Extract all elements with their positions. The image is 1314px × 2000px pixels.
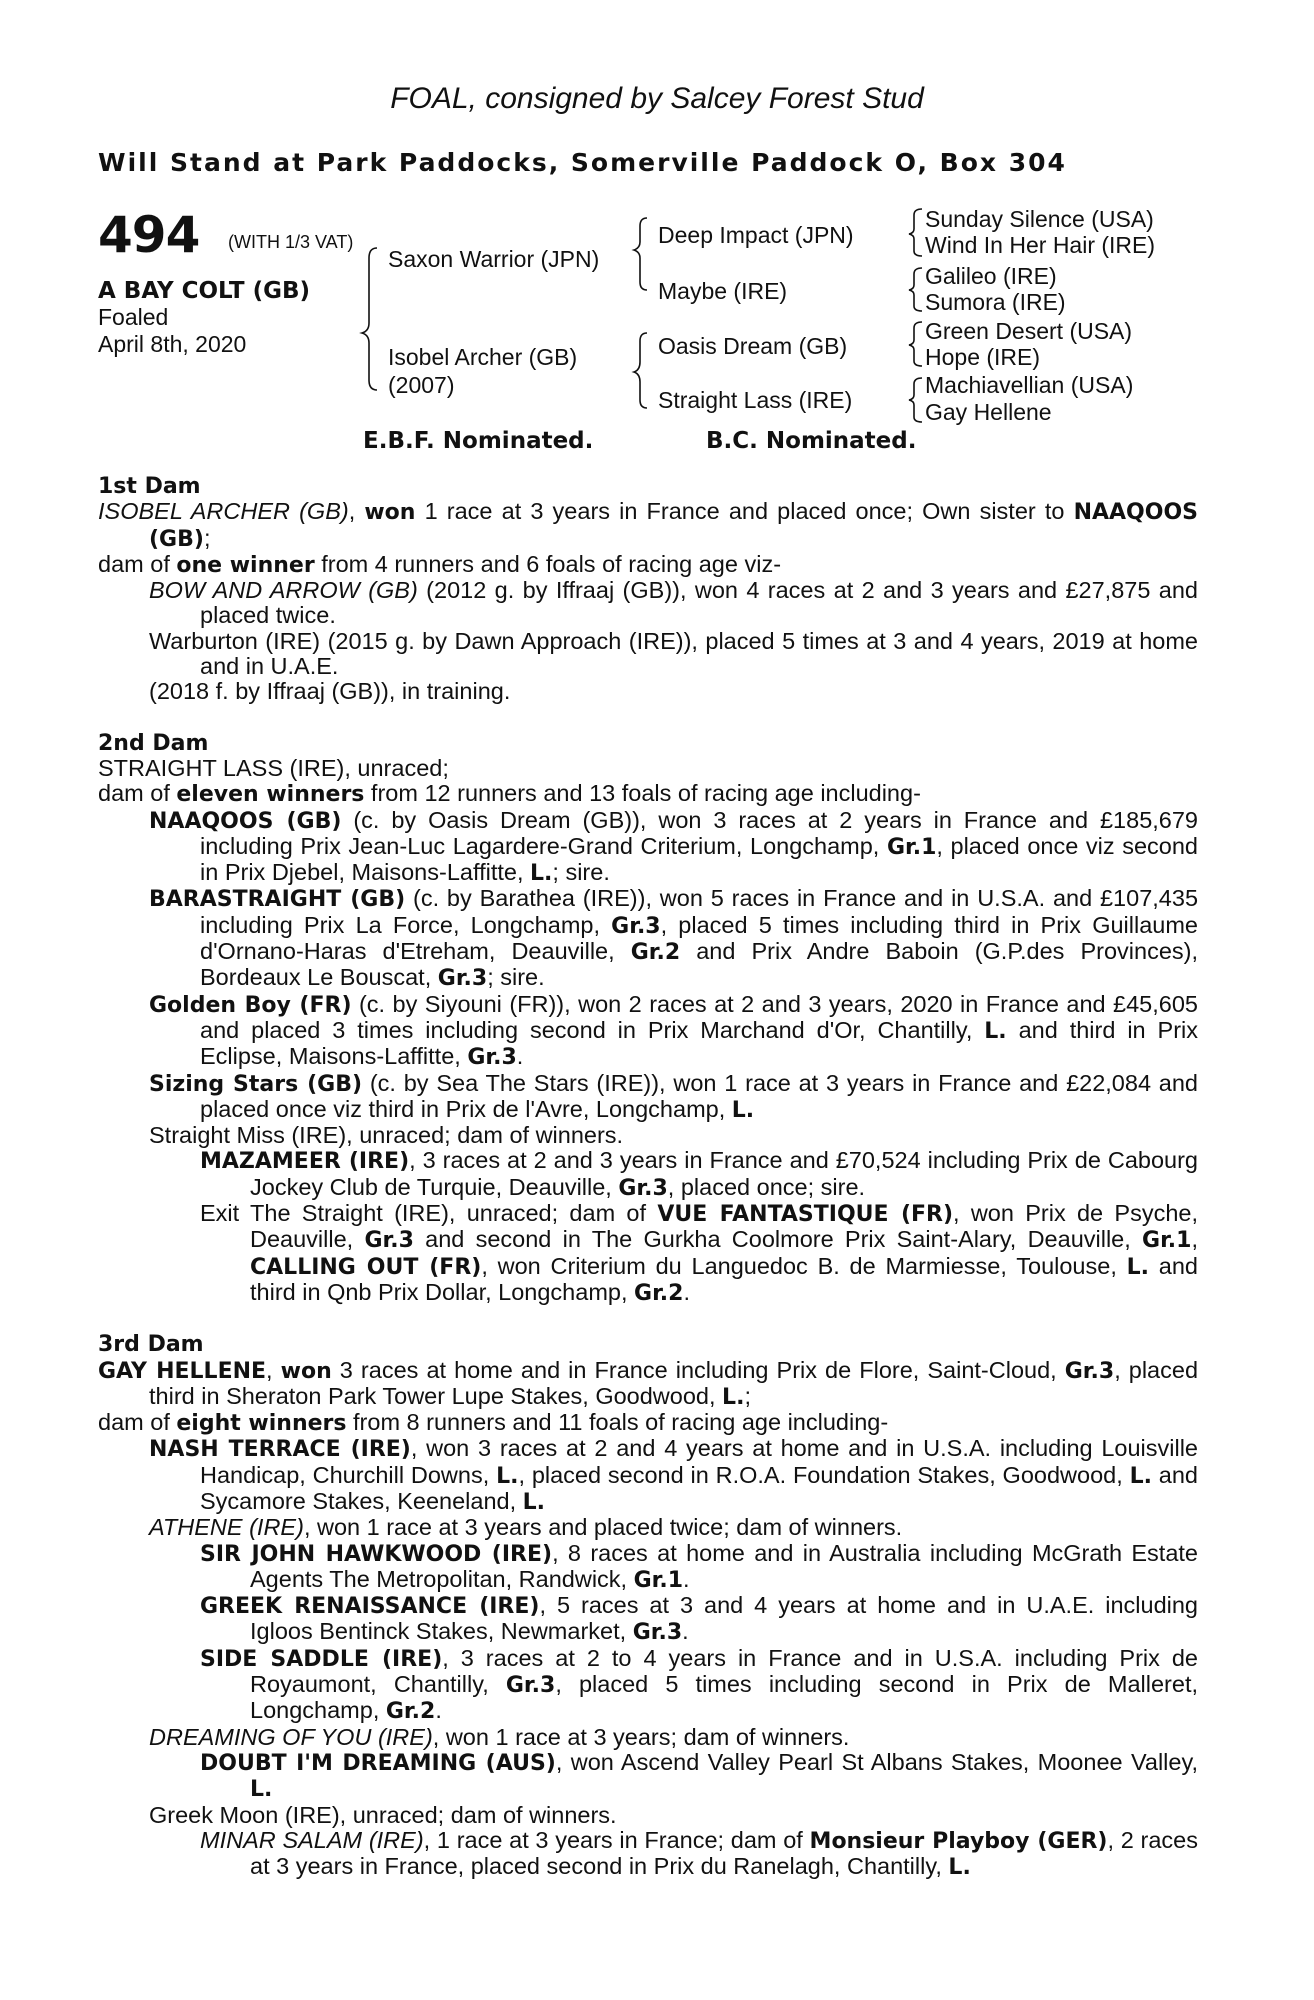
pedigree-dd-sire: Machiavellian (USA) — [925, 372, 1134, 398]
pedigree-sd-sire: Galileo (IRE) — [925, 263, 1057, 289]
produce-row: DREAMING OF YOU (IRE), won 1 race at 3 years; dam of winners. — [149, 1723, 850, 1750]
produce-row: ATHENE (IRE), won 1 race at 3 years and placed twice; dam of winners. — [149, 1514, 903, 1541]
produce-row: Golden Boy (FR) (c. by Siyouni (FR)), won 2 races at 2 and 3 years, 2020 in France and £45,605 and placed 3 times including second in Prix Marchand d'Or, Chantilly, L. and third in Prix Eclipse, Maisons-Laffitte, Gr.3. — [149, 990, 1198, 1071]
second-dam-produce-summary: dam of eleven winners from 12 runners and 13 foals of racing age including- — [98, 780, 921, 808]
first-dam-produce-summary: dam of one winner from 4 runners and 6 foals of racing age viz- — [98, 550, 782, 578]
pedigree-dam-year: (2007) — [388, 372, 455, 398]
produce-row: Warburton (IRE) (2015 g. by Dawn Approach (IRE)), placed 5 times at 3 and 4 years, 2019 at home and in U.A.E. — [149, 627, 1198, 680]
lot-description: A BAY COLT (GB) — [98, 278, 311, 304]
produce-row: (2018 f. by Iffraaj (GB)), in training. — [149, 678, 511, 705]
catalogue-body — [98, 474, 1198, 1880]
produce-row: MAZAMEER (IRE), 3 races at 2 and 3 years in France and £70,524 including Prix de Cabourg Jockey Club de Turquie, Deauville, Gr.3, placed once; sire. — [200, 1147, 1198, 1201]
pedigree-sire-dam: Maybe (IRE) — [658, 278, 788, 304]
pedigree-sd-dam: Sumora (IRE) — [925, 289, 1066, 315]
pedigree-sire: Saxon Warrior (JPN) — [388, 246, 600, 272]
first-dam-heading: 1st Dam — [98, 474, 201, 499]
produce-row: SIDE SADDLE (IRE), 3 races at 2 to 4 years in France and in U.S.A. including Prix de Royaumont, Chantilly, Gr.3, placed 5 times including second in Prix de Malleret, Longchamp, Gr.2. — [200, 1644, 1198, 1725]
pedigree-dam: Isobel Archer (GB) — [388, 344, 578, 370]
produce-row: Sizing Stars (GB) (c. by Sea The Stars (IRE)), won 1 race at 3 years in France and £22,084 and placed once viz third in Prix de l'Avre, Longchamp, L. — [149, 1069, 1199, 1123]
ebf-nomination: E.B.F. Nominated. — [363, 428, 594, 454]
produce-row: Greek Moon (IRE), unraced; dam of winners. — [149, 1801, 617, 1828]
pedigree-ss-sire: Sunday Silence (USA) — [925, 206, 1154, 232]
produce-row: NASH TERRACE (IRE), won 3 races at 2 and 4 years at home and in U.S.A. including Louisville Handicap, Churchill Downs, L., placed second in R.O.A. Foundation Stakes, Goodwood, L. and Sycamore Stakes, Keeneland, L. — [149, 1435, 1198, 1515]
page-heading: FOAL, consigned by Salcey Forest Stud — [390, 82, 924, 115]
second-dam-heading: 2nd Dam — [98, 730, 209, 756]
produce-row: NAAQOOS (GB) (c. by Oasis Dream (GB)), won 3 races at 2 years in France and £185,679 including Prix Jean-Luc Lagardere-Grand Criterium, Longchamp, Gr.1, placed once viz second in Prix Djebel, Maisons-Laffitte, L.; sire. — [149, 806, 1198, 887]
produce-row: BARASTRAIGHT (GB) (c. by Barathea (IRE)), won 5 races in France and in U.S.A. and £107,435 including Prix La Force, Longchamp, Gr.3, placed 5 times including third in Prix Guillaume d'Ornano-Haras d'Etreham, Deauville, Gr.2 and Prix Andre Baboin (G.P.des Provinces), Bordeaux Le Bouscat, Gr.3; sire. — [149, 885, 1199, 992]
produce-row: MINAR SALAM (IRE), 1 race at 3 years in France; dam of Monsieur Playboy (GER), 2 races at 3 years in France, placed second in Prix du Ranelagh, Chantilly, L. — [200, 1826, 1198, 1881]
produce-row: GREEK RENAISSANCE (IRE), 5 races at 3 and 4 years at home and in U.A.E. including Igloos Bentinck Stakes, Newmarket, Gr.3. — [200, 1592, 1199, 1646]
produce-row: SIR JOHN HAWKWOOD (IRE), 8 races at home and in Australia including McGrath Estate Agents The Metropolitan, Randwick, Gr.1. — [200, 1539, 1199, 1593]
pedigree-ds-dam: Hope (IRE) — [925, 344, 1041, 370]
second-dam-entry: STRAIGHT LASS (IRE), unraced; — [98, 754, 449, 781]
pedigree-ds-sire: Green Desert (USA) — [925, 318, 1133, 344]
pedigree-dd-dam: Gay Hellene — [925, 399, 1052, 425]
produce-row: BOW AND ARROW (GB) (2012 g. by Iffraaj (GB)), won 4 races at 2 and 3 years and £27,875 and placed twice. — [149, 577, 1199, 629]
produce-row: Straight Miss (IRE), unraced; dam of winners. — [149, 1122, 624, 1149]
pedigree-ss-dam: Wind In Her Hair (IRE) — [925, 232, 1156, 258]
third-dam-entry: GAY HELLENE, won 3 races at home and in France including Prix de Flore, Saint-Cloud, Gr.3, placed third in Sheraton Park Tower Lupe Stakes, Goodwood, L.; — [98, 1356, 1199, 1410]
foaled-date: April 8th, 2020 — [98, 331, 247, 357]
lot-number: 494 — [98, 206, 200, 264]
produce-row: DOUBT I'M DREAMING (AUS), won Ascend Valley Pearl St Albans Stakes, Moonee Valley, L. — [200, 1748, 1198, 1803]
foaled-label: Foaled — [98, 304, 169, 330]
pedigree-dam-sire: Oasis Dream (GB) — [658, 333, 848, 359]
third-dam-produce-summary: dam of eight winners from 8 runners and 11 foals of racing age including- — [98, 1409, 889, 1437]
produce-row: Exit The Straight (IRE), unraced; dam of VUE FANTASTIQUE (FR), won Prix de Psyche, Deauville, Gr.3 and second in The Gurkha Coolmore Prix Saint-Alary, Deauville, Gr.1, CALLING OUT (FR), won Criterium du Languedoc B. de Marmiesse, Toulouse, L. and third in Qnb Prix Dollar, Longchamp, Gr.2. — [200, 1200, 1198, 1306]
third-dam-heading: 3rd Dam — [98, 1332, 204, 1358]
first-dam-entry: ISOBEL ARCHER (GB), won 1 race at 3 years in France and placed once; Own sister to NAAQOOS (GB); — [98, 498, 1199, 552]
bc-nomination: B.C. Nominated. — [706, 428, 917, 454]
pedigree-dam-dam: Straight Lass (IRE) — [658, 387, 853, 413]
pedigree-sire-sire: Deep Impact (JPN) — [658, 222, 854, 248]
stand-location: Will Stand at Park Paddocks, Somerville Paddock O, Box 304 — [98, 148, 1067, 177]
vat-note: (WITH 1/3 VAT) — [228, 232, 354, 252]
